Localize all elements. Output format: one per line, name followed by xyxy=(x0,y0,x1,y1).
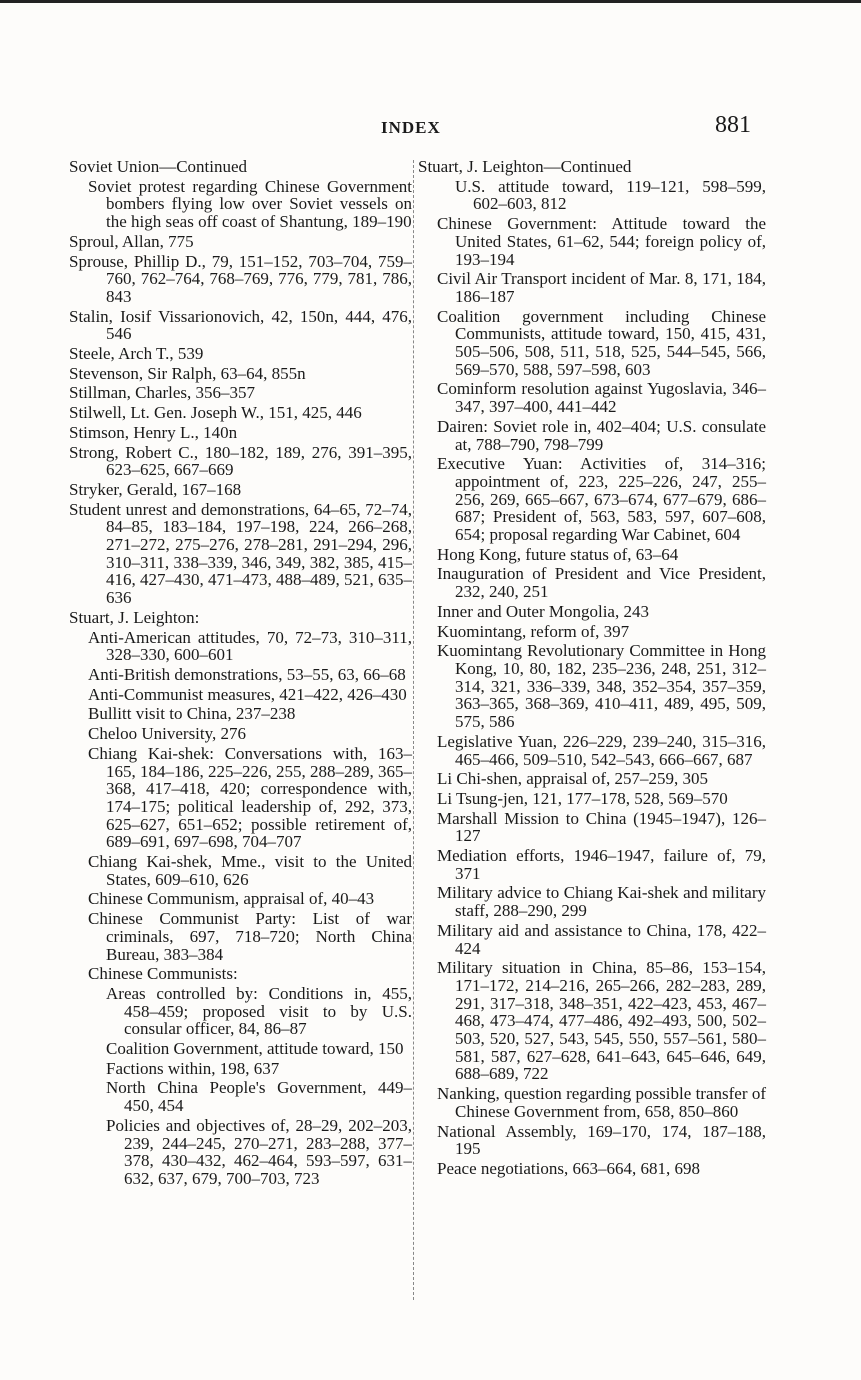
index-entry: Stillman, Charles, 356–357 xyxy=(69,383,256,403)
index-entry: Li Tsung-jen, 121, 177–178, 528, 569–570 xyxy=(437,788,728,808)
index-entry: Peace negotiations, 663–664, 681, 698 xyxy=(437,1158,700,1178)
page-number: 881 xyxy=(715,112,751,138)
index-entry: Inner and Outer Mongolia, 243 xyxy=(437,601,649,621)
index-entry: Dairen: Soviet role in, 402–404; U.S. consulate at, 788–790, 798–799 xyxy=(437,416,766,454)
index-entry: Policies and objectives of, 28–29, 202–203, 239, 244–245, 270–271, 283–288, 377–378, 430–432, 462–464, 593–597, 631–632, 637, 679, 700–703, 723 xyxy=(106,1115,412,1188)
index-entry: Stilwell, Lt. Gen. Joseph W., 151, 425, 446 xyxy=(69,403,362,423)
index-entry: Strong, Robert C., 180–182, 189, 276, 391–395, 623–625, 667–669 xyxy=(69,442,412,480)
column-divider xyxy=(413,160,414,1300)
page-header xyxy=(0,112,861,152)
index-entry: Chinese Communists: xyxy=(88,964,238,984)
index-entry: Stevenson, Sir Ralph, 63–64, 855n xyxy=(69,363,306,383)
index-entry: Areas controlled by: Conditions in, 455, 458–459; proposed visit to by U.S. consular officer, 84, 86–87 xyxy=(106,983,412,1039)
index-entry: Anti-American attitudes, 70, 72–73, 310–311, 328–330, 600–601 xyxy=(88,627,412,665)
page-top-rule xyxy=(0,0,861,3)
index-entry: National Assembly, 169–170, 174, 187–188, 195 xyxy=(437,1121,766,1159)
index-entry: Military aid and assistance to China, 178, 422–424 xyxy=(437,920,766,958)
index-entry: Sproul, Allan, 775 xyxy=(69,231,194,251)
index-entry: Coalition Government, attitude toward, 150 xyxy=(106,1039,404,1059)
index-entry: Inauguration of President and Vice President, 232, 240, 251 xyxy=(437,564,766,602)
index-entry: Steele, Arch T., 539 xyxy=(69,344,204,364)
index-entry: Cheloo University, 276 xyxy=(88,724,247,744)
index-entry: U.S. attitude toward, 119–121, 598–599, 602–603, 812 xyxy=(455,176,766,214)
index-entry: Mediation efforts, 1946–1947, failure of, 79, 371 xyxy=(437,846,766,883)
index-entry: Kuomintang Revolutionary Committee in Hong Kong, 10, 80, 182, 235–236, 248, 251, 312–314, 321, 336–339, 348, 352–354, 357–359, 363–365, 368–369, 410–411, 489, 495, 509, 575, 586 xyxy=(437,641,766,732)
index-entry: Factions within, 198, 637 xyxy=(106,1058,280,1078)
index-entry: Civil Air Transport incident of Mar. 8, 171, 184, 186–187 xyxy=(437,269,766,306)
index-entry: Legislative Yuan, 226–229, 239–240, 315–316, 465–466, 509–510, 542–543, 666–667, 687 xyxy=(437,731,766,769)
index-entry: Soviet Union—Continued xyxy=(69,157,248,176)
index-entry: Stuart, J. Leighton—Continued xyxy=(418,157,632,176)
index-column-left xyxy=(69,158,412,1190)
index-column-right xyxy=(418,158,766,1180)
index-entry: Coalition government including Chinese Communists, attitude toward, 150, 415, 431, 505–506, 508, 511, 518, 525, 544–545, 566, 569–570, 588, 597–598, 603 xyxy=(437,306,766,379)
index-entry: Chinese Government: Attitude toward the United States, 61–62, 544; foreign policy of, 193–194 xyxy=(437,214,766,269)
running-head: INDEX xyxy=(381,118,441,137)
index-entry: Nanking, question regarding possible transfer of Chinese Government from, 658, 850–860 xyxy=(437,1084,766,1121)
index-entry: Sprouse, Phillip D., 79, 151–152, 703–704, 759–760, 762–764, 768–769, 776, 779, 781, 786, 843 xyxy=(69,251,412,306)
index-entry: Chinese Communism, appraisal of, 40–43 xyxy=(88,889,375,909)
index-entry: Soviet protest regarding Chinese Government bombers flying low over Soviet vessels on the high seas off coast of Shantung, 189–190 xyxy=(88,176,412,232)
index-entry: Stryker, Gerald, 167–168 xyxy=(69,479,242,499)
index-entry: Chinese Communist Party: List of war criminals, 697, 718–720; North China Bureau, 383–384 xyxy=(88,909,412,964)
index-entry: Hong Kong, future status of, 63–64 xyxy=(437,544,679,564)
index-entry: Student unrest and demonstrations, 64–65, 72–74, 84–85, 183–184, 197–198, 224, 266–268, 271–272, 275–276, 278–281, 291–294, 296, 310–311, 338–339, 346, 349, 382, 385, 415–416, 427–430, 471–473, 488–489, 521, 635–636 xyxy=(69,499,412,608)
index-entry: Marshall Mission to China (1945–1947), 126–127 xyxy=(437,808,766,846)
index-entry: Executive Yuan: Activities of, 314–316; appointment of, 223, 225–226, 247, 255–256, 269, 665–667, 673–674, 677–679, 686–687; President of, 563, 583, 597, 607–608, 654; proposal regarding War Cabinet, 604 xyxy=(437,454,766,545)
index-entry: Bullitt visit to China, 237–238 xyxy=(88,704,296,724)
index-entry: Military advice to Chiang Kai-shek and military staff, 288–290, 299 xyxy=(437,883,766,921)
index-entry: Cominform resolution against Yugoslavia, 346–347, 397–400, 441–442 xyxy=(437,379,766,417)
index-entry: Stuart, J. Leighton: xyxy=(69,607,200,627)
index-entry: Military situation in China, 85–86, 153–154, 171–172, 214–216, 265–266, 282–283, 289, 291, 317–318, 348–351, 422–423, 453, 467–468, 473–474, 477–486, 492–493, 500, 502–503, 520, 527, 543, 545, 550, 557–561, 580–581, 587, 627–628, 641–643, 645–646, 649, 688–689, 722 xyxy=(437,958,766,1084)
index-entry: Anti-British demonstrations, 53–55, 63, 66–68 xyxy=(88,664,406,684)
index-entry: Kuomintang, reform of, 397 xyxy=(437,621,630,641)
index-entry: Anti-Communist measures, 421–422, 426–430 xyxy=(88,684,407,704)
index-entry: Chiang Kai-shek, Mme., visit to the United States, 609–610, 626 xyxy=(88,852,412,889)
index-entry: Stimson, Henry L., 140n xyxy=(69,422,238,442)
index-entry: North China People's Government, 449–450, 454 xyxy=(106,1078,412,1116)
index-entry: Stalin, Iosif Vissarionovich, 42, 150n, 444, 476, 546 xyxy=(69,306,412,344)
index-entry: Chiang Kai-shek: Conversations with, 163–165, 184–186, 225–226, 255, 288–289, 365–368, 417–418, 420; correspondence with, 174–175; political leadership of, 292, 373, 625–627, 651–652; possible retirement of, 689–691, 697–698, 704–707 xyxy=(88,743,412,852)
index-entry: Li Chi-shen, appraisal of, 257–259, 305 xyxy=(437,769,709,789)
